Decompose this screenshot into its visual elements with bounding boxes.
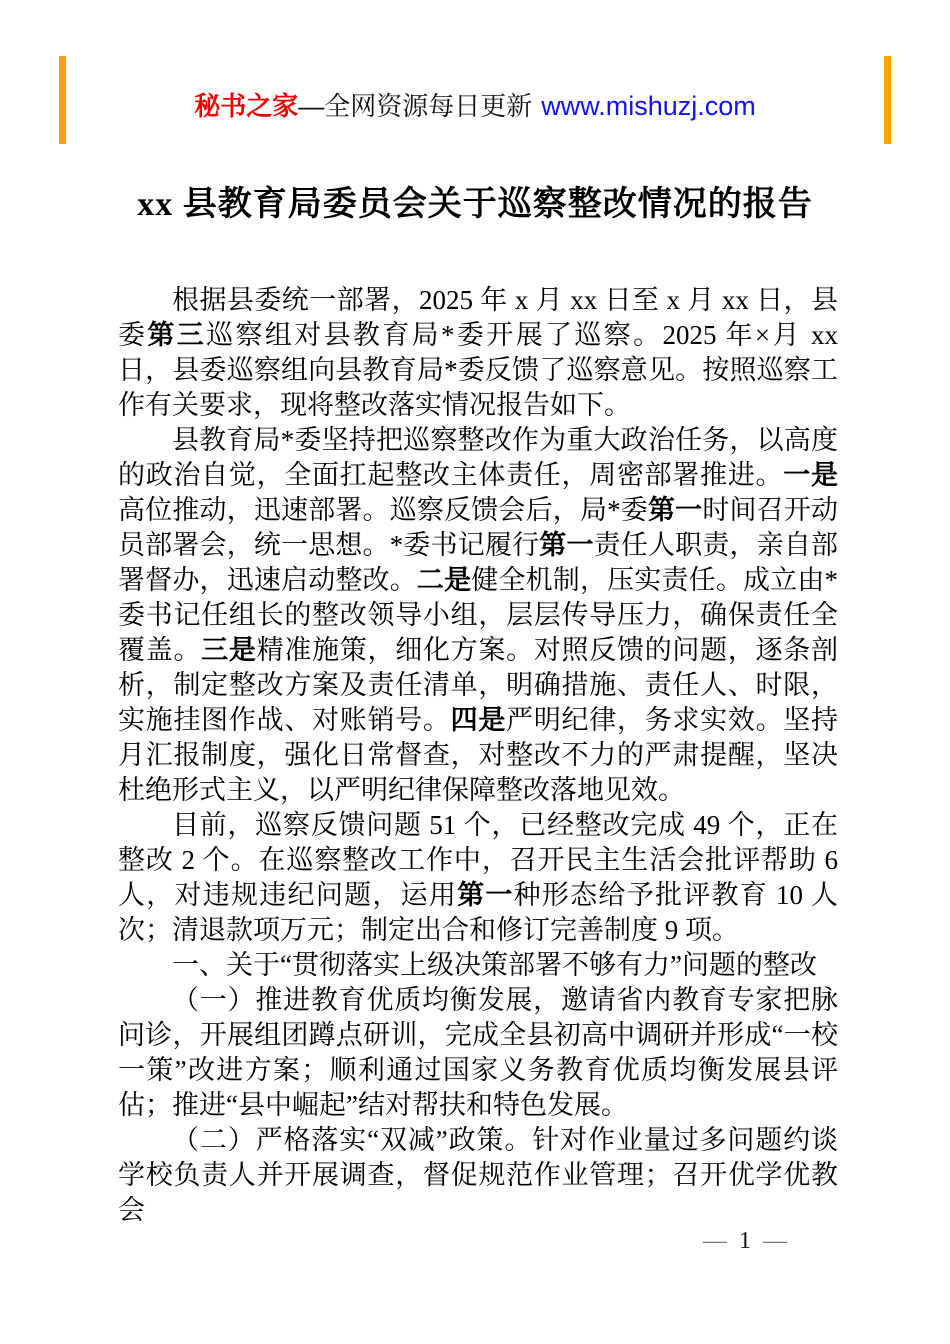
page-number-dash-left: — <box>703 1228 727 1254</box>
page-number <box>703 1228 787 1255</box>
para-measures: 县教育局*委坚持把巡察整改作为重大政治任务，以高度的政治自觉，全面扛起整改主体责任，周密部署推进。一是高位推动，迅速部署。巡察反馈会后，局*委第一时间召开动员部署会，统一思想。*委书记履行第一责任人职责，亲自部署督办，迅速启动整改。二是健全机制，压实责任。成立由*委书记任组长的整改领导小组，层层传导压力，确保责任全覆盖。三是精准施策，细化方案。对照反馈的问题，逐条剖析，制定整改方案及责任清单，明确措施、责任人、时限，实施挂图作战、对账销号。四是严明纪律，务求实效。坚持月汇报制度，强化日常督查，对整改不力的严肃提醒，坚决杜绝形式主义，以严明纪律保障整改落地见效。 <box>118 425 839 805</box>
document-title: xx 县教育局委员会关于巡察整改情况的报告 <box>137 186 813 223</box>
para-item-1: （一）推进教育优质均衡发展，邀请省内教育专家把脉问诊，开展组团蹲点研训，完成全县初高中调研并形成“一校一策”改进方案；顺利通过国家义务教育优质均衡发展县评估；推进“县中崛起”结对帮扶和特色发展。 <box>118 985 838 1120</box>
site-separator: — <box>298 91 325 121</box>
page-number-dash-right: — <box>763 1228 787 1254</box>
para-item-2: （二）严格落实“双减”政策。针对作业量过多问题约谈学校负责人并开展调查，督促规范作业管理；召开优学优教会 <box>118 1125 838 1225</box>
para-intro: 根据县委统一部署，2025 年 x 月 xx 日至 x 月 xx 日，县委第三巡察组对县教育局*委开展了巡察。2025 年×月 xx 日，县委巡察组向县教育局*委反馈了巡察意见。按照巡察工作有关要求，现将整改落实情况报告如下。 <box>118 285 839 420</box>
heading-section-1: 一、关于“贯彻落实上级决策部署不够有力”问题的整改 <box>172 950 817 980</box>
site-tagline: 全网资源每日更新 <box>324 91 533 121</box>
para-statistics: 目前，巡察反馈问题 51 个，已经整改完成 49 个，正在整改 2 个。在巡察整改工作中，召开民主生活会批评帮助 6 人，对违规违纪问题，运用第一种形态给予批评教育 10 人次；清退款项万元；制定出合和修订完善制度 9 项。 <box>118 810 839 945</box>
site-header <box>0 86 950 123</box>
site-url-link[interactable]: www.mishuzj.com <box>541 91 756 121</box>
page-number-value: 1 <box>739 1228 751 1254</box>
site-name: 秘书之家 <box>194 91 299 121</box>
document-body <box>118 283 838 1228</box>
